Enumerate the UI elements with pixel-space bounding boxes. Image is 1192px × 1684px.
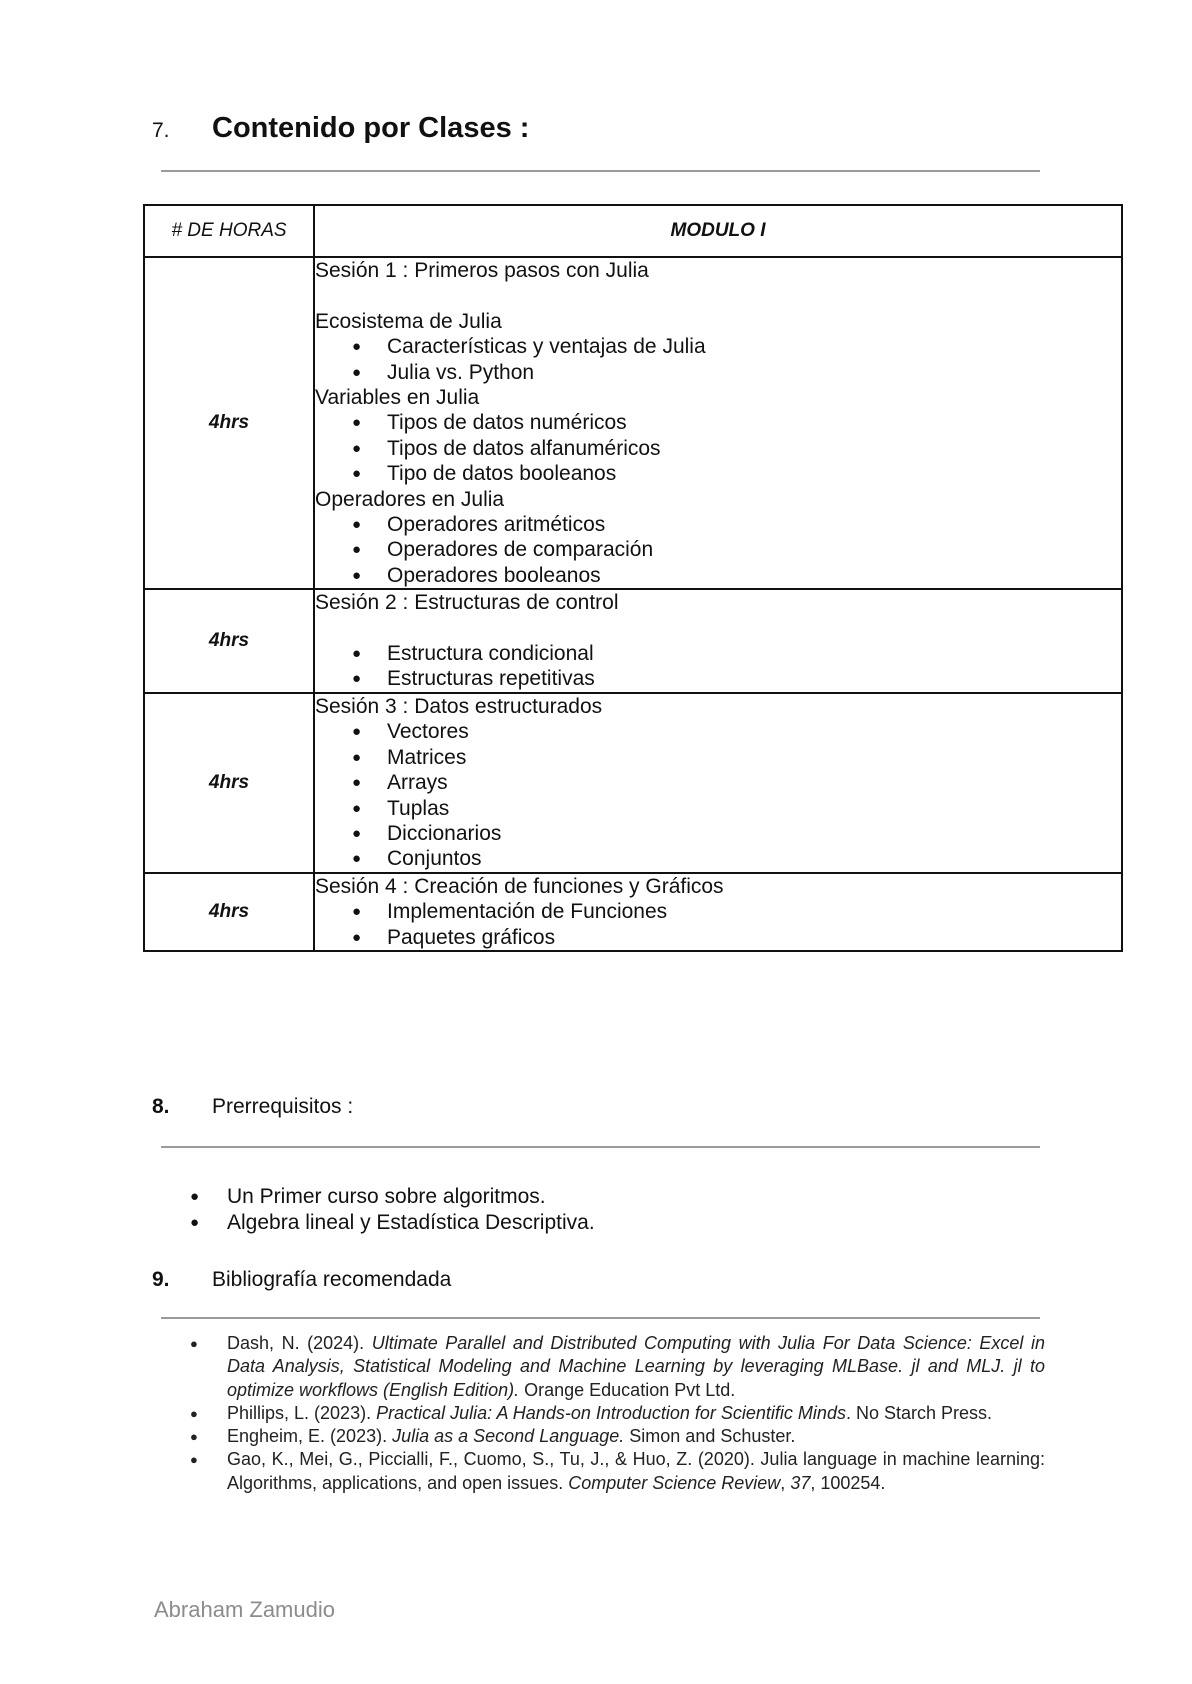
list-item: ● Operadores de comparación	[352, 537, 1121, 562]
reference-journal: Computer Science Review	[568, 1472, 781, 1493]
topic-heading: Ecosistema de Julia	[315, 309, 502, 333]
table-row	[144, 589, 1122, 693]
footer-author: Abraham Zamudio	[154, 1597, 335, 1622]
reference-separator: ,	[780, 1472, 791, 1493]
table-header-row	[144, 205, 1122, 257]
list-item: ● Paquetes gráficos	[352, 925, 1121, 950]
list-item: ● Vectores	[352, 719, 1121, 744]
hours-column-header: # DE HORAS	[144, 205, 314, 257]
session-content	[314, 589, 1122, 693]
topic-heading: Variables en Julia	[315, 386, 480, 410]
topic-list	[315, 899, 1121, 950]
session-title: Sesión 3 : Datos estructurados	[315, 694, 603, 718]
table-row	[144, 873, 1122, 951]
module-column-header: MODULO I	[314, 205, 1122, 257]
reference-pages: , 100254.	[810, 1472, 886, 1493]
reference-volume: 37	[790, 1472, 811, 1493]
session-content	[314, 257, 1122, 589]
reference-authors: Dash, N. (2024).	[227, 1333, 372, 1353]
list-item: ● Tipo de datos booleanos	[352, 461, 1121, 486]
topic-list	[315, 334, 1121, 385]
reference-authors: Engheim, E. (2023).	[227, 1426, 393, 1447]
list-item: ● Características y ventajas de Julia	[352, 334, 1121, 359]
list-item: ● Operadores booleanos	[352, 563, 1121, 588]
list-item: ● Conjuntos	[352, 846, 1121, 871]
reference-item	[190, 1425, 1045, 1448]
list-item: ● Estructura condicional	[352, 641, 1121, 666]
session-hours: 4hrs	[144, 693, 314, 873]
list-item: ● Operadores aritméticos	[352, 512, 1121, 537]
list-item: ● Un Primer curso sobre algoritmos.	[190, 1184, 595, 1210]
list-item: ● Tipos de datos numéricos	[352, 410, 1121, 435]
list-item: ● Tuplas	[352, 796, 1121, 821]
course-content-table	[143, 204, 1123, 952]
topic-list	[315, 719, 1121, 871]
section-8-heading	[152, 1095, 353, 1119]
section-divider	[161, 170, 1040, 172]
session-hours: 4hrs	[144, 873, 314, 951]
section-divider	[161, 1317, 1040, 1319]
table-row	[144, 257, 1122, 589]
prerequisites-list	[190, 1184, 595, 1236]
list-item: ● Algebra lineal y Estadística Descriptiva.	[190, 1210, 595, 1236]
list-item: ● Implementación de Funciones	[352, 899, 1121, 924]
section-9-heading	[152, 1268, 451, 1292]
topic-list	[315, 512, 1121, 588]
reference-title: Practical Julia: A Hands-on Introduction for Scientific Minds	[376, 1402, 846, 1423]
table-row	[144, 693, 1122, 873]
topic-heading: Operadores en Julia	[315, 487, 505, 511]
section-title: Prerrequisitos :	[212, 1095, 354, 1118]
reference-publisher: Simon and Schuster.	[624, 1426, 796, 1447]
reference-title: Julia as a Second Language.	[392, 1426, 625, 1447]
session-title: Sesión 4 : Creación de funciones y Gráficos	[315, 874, 724, 898]
list-item: ● Matrices	[352, 745, 1121, 770]
section-number: 8.	[152, 1095, 170, 1118]
session-hours: 4hrs	[144, 589, 314, 693]
section-number: 9.	[152, 1268, 170, 1291]
list-item: ● Tipos de datos alfanuméricos	[352, 436, 1121, 461]
section-divider	[161, 1146, 1040, 1148]
list-item: ● Diccionarios	[352, 821, 1121, 846]
section-7-heading	[152, 112, 529, 145]
topic-list	[315, 641, 1121, 692]
list-item: ● Estructuras repetitivas	[352, 666, 1121, 691]
topic-list	[315, 410, 1121, 486]
session-title: Sesión 2 : Estructuras de control	[315, 591, 619, 615]
reference-publisher: Orange Education Pvt Ltd.	[519, 1379, 736, 1400]
reference-authors: Phillips, L. (2023).	[227, 1402, 377, 1423]
session-content	[314, 693, 1122, 873]
section-title: Contenido por Clases :	[212, 112, 530, 144]
reference-title: Ultimate Parallel and Distributed Computing with Julia For Data Science: Excel in Data Analysis, Statistical Modeling and Machine Learning by leveraging MLBase. jl and MLJ. jl to optimize workflows (English Edition).	[227, 1333, 1045, 1400]
list-item: ● Arrays	[352, 770, 1121, 795]
section-title: Bibliografía recomendada	[212, 1268, 452, 1291]
session-content	[314, 873, 1122, 951]
reference-authors: Gao, K., Mei, G., Piccialli, F., Cuomo, S., Tu, J., & Huo, Z. (2020). Julia language in machine learning: Algorithms, applications, and open issues.	[227, 1449, 1045, 1493]
session-hours: 4hrs	[144, 257, 314, 589]
reference-item	[190, 1332, 1045, 1402]
session-title: Sesión 1 : Primeros pasos con Julia	[315, 259, 649, 282]
section-number: 7.	[152, 119, 170, 142]
reference-item	[190, 1448, 1045, 1495]
reference-item	[190, 1402, 1045, 1425]
list-item: ● Julia vs. Python	[352, 360, 1121, 385]
bibliography-list	[190, 1332, 1045, 1495]
reference-publisher: . No Starch Press.	[845, 1402, 993, 1423]
